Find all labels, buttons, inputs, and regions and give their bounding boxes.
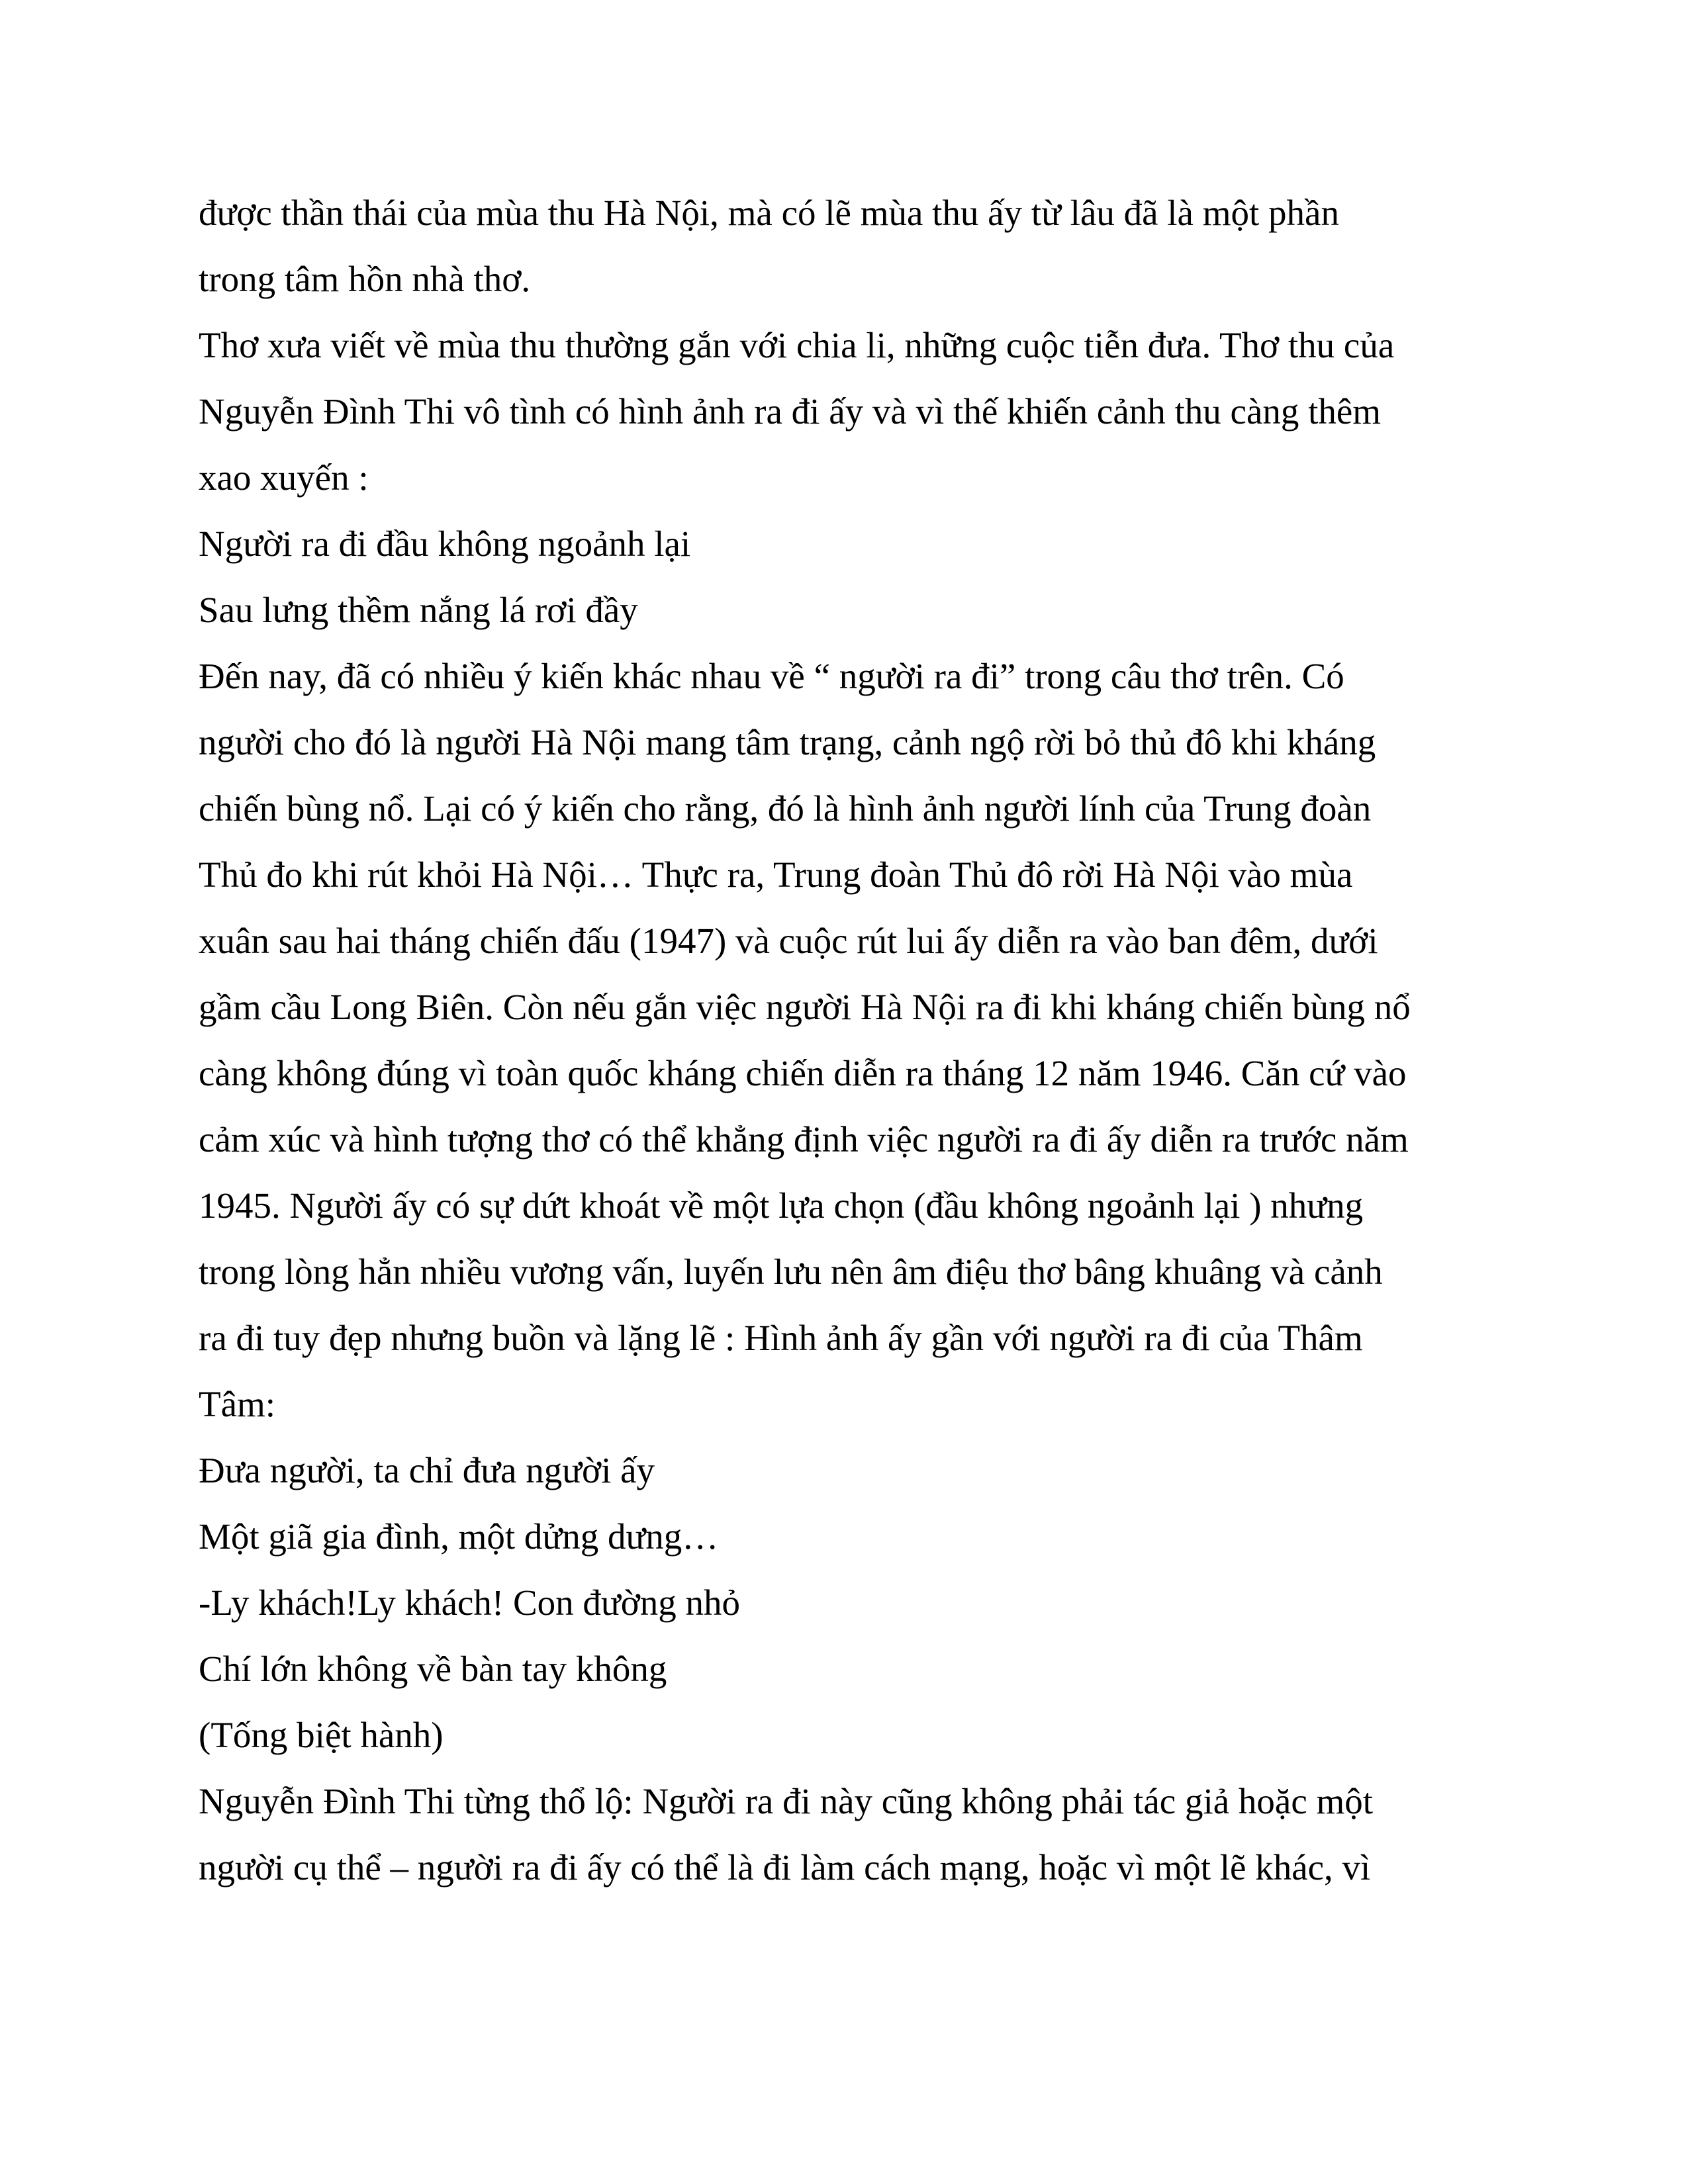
text-line: Thơ xưa viết về mùa thu thường gắn với chia li, những cuộc tiễn đưa. Thơ thu của — [199, 325, 1395, 365]
poem-line: -Ly khách!Ly khách! Con đường nhỏ — [199, 1582, 741, 1623]
poem-line: Chí lớn không về bàn tay không — [199, 1649, 667, 1689]
text-line: trong lòng hẳn nhiều vương vấn, luyến lưu nên âm điệu thơ bâng khuâng và cảnh — [199, 1251, 1383, 1292]
text-line: gầm cầu Long Biên. Còn nếu gắn việc người Hà Nội ra đi khi kháng chiến bùng nổ — [199, 987, 1411, 1027]
text-line: Nguyễn Đình Thi vô tình có hình ảnh ra đi ấy và vì thế khiến cảnh thu càng thêm — [199, 391, 1382, 432]
text-line: được thần thái của mùa thu Hà Nội, mà có lẽ mùa thu ấy từ lâu đã là một phần — [199, 193, 1339, 233]
text-line: người cụ thể – người ra đi ấy có thể là đi làm cách mạng, hoặc vì một lẽ khác, vì — [199, 1847, 1371, 1888]
text-line: người cho đó là người Hà Nội mang tâm trạng, cảnh ngộ rời bỏ thủ đô khi kháng — [199, 722, 1376, 762]
text-line: Tâm: — [199, 1384, 276, 1424]
text-line: xuân sau hai tháng chiến đấu (1947) và cuộc rút lui ấy diễn ra vào ban đêm, dưới — [199, 921, 1378, 961]
body-text — [199, 180, 1496, 1901]
poem-line: Người ra đi đầu không ngoảnh lại — [199, 523, 691, 564]
text-line: 1945. Người ấy có sự dứt khoát về một lựa chọn (đầu không ngoảnh lại ) nhưng — [199, 1185, 1364, 1226]
text-line: Nguyễn Đình Thi từng thổ lộ: Người ra đi này cũng không phải tác giả hoặc một — [199, 1781, 1374, 1821]
poem-line: Một giã gia đình, một dửng dưng… — [199, 1516, 719, 1557]
poem-line: Đưa người, ta chỉ đưa người ấy — [199, 1450, 655, 1490]
poem-line: Sau lưng thềm nắng lá rơi đầy — [199, 590, 638, 630]
poem-source: (Tống biệt hành) — [199, 1715, 444, 1755]
text-line: càng không đúng vì toàn quốc kháng chiến diễn ra tháng 12 năm 1946. Căn cứ vào — [199, 1053, 1407, 1093]
text-line: Thủ đo khi rút khỏi Hà Nội… Thực ra, Trung đoàn Thủ đô rời Hà Nội vào mùa — [199, 854, 1353, 895]
text-line: trong tâm hồn nhà thơ. — [199, 259, 531, 299]
text-line: cảm xúc và hình tượng thơ có thể khẳng định việc người ra đi ấy diễn ra trước năm — [199, 1119, 1409, 1160]
text-line: Đến nay, đã có nhiều ý kiến khác nhau về “ người ra đi” trong câu thơ trên. Có — [199, 656, 1344, 696]
text-line: chiến bùng nổ. Lại có ý kiến cho rằng, đó là hình ảnh người lính của Trung đoàn — [199, 788, 1372, 829]
text-line: ra đi tuy đẹp nhưng buồn và lặng lẽ : Hình ảnh ấy gần với người ra đi của Thâm — [199, 1318, 1363, 1358]
text-line: xao xuyến : — [199, 457, 369, 498]
